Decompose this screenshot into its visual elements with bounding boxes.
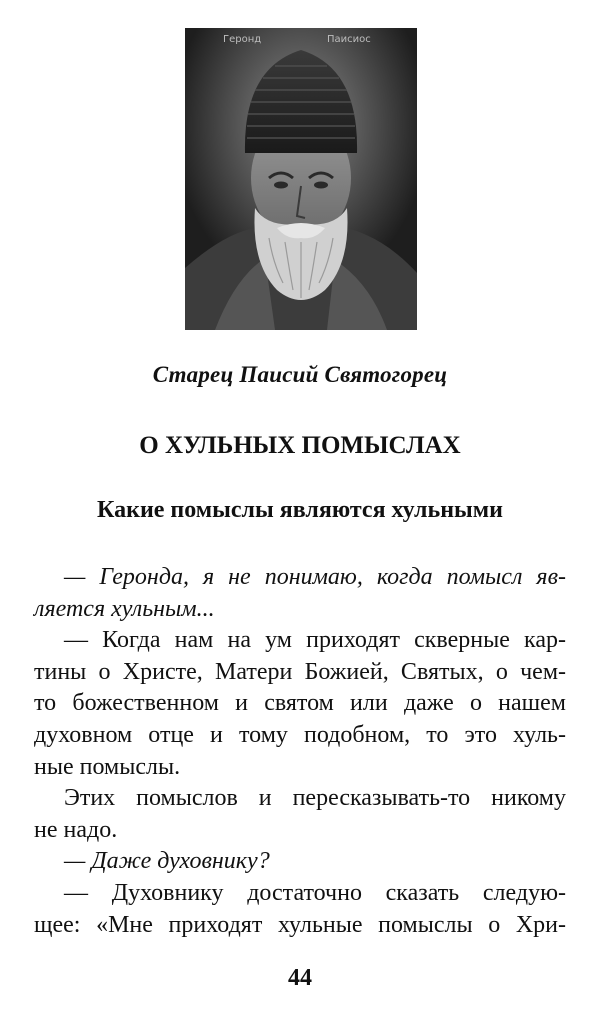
portrait-inscription-left: Геронд — [223, 34, 262, 45]
text-line: щее: «Мне приходят хульные помыслы о Хри- — [34, 911, 566, 938]
text-line: — Духовнику достаточно сказать следую- — [64, 879, 566, 906]
text-line: — Когда нам на ум приходят скверные кар- — [64, 627, 566, 654]
section-title: Какие помыслы являются хульными — [97, 497, 503, 523]
portrait-inscription-right: Паисиос — [327, 34, 371, 45]
text-line: Этих помыслов и пересказывать-то никому — [64, 785, 566, 812]
text-line: ные помыслы. — [34, 753, 181, 780]
text-line: ляется хульным... — [34, 595, 215, 622]
portrait-caption: Старец Паисий Святогорец — [152, 362, 448, 387]
chapter-title: О ХУЛЬНЫХ ПОМЫСЛАХ — [139, 432, 461, 459]
text-line: — Даже духовнику? — [64, 848, 270, 875]
page-number: 44 — [288, 965, 312, 991]
portrait-icon-image — [185, 28, 417, 330]
text-line: не надо. — [34, 816, 118, 843]
text-line: духовном отце и тому подобном, то это хуль- — [34, 721, 566, 748]
text-line: — Геронда, я не понимаю, когда помысл яв- — [64, 564, 566, 590]
text-line: то божественном и святом или даже о нашем — [34, 690, 566, 717]
elder-paisios-icon — [185, 28, 417, 330]
body-text — [34, 562, 566, 941]
text-line: тины о Христе, Матери Божией, Святых, о чем- — [34, 658, 566, 685]
